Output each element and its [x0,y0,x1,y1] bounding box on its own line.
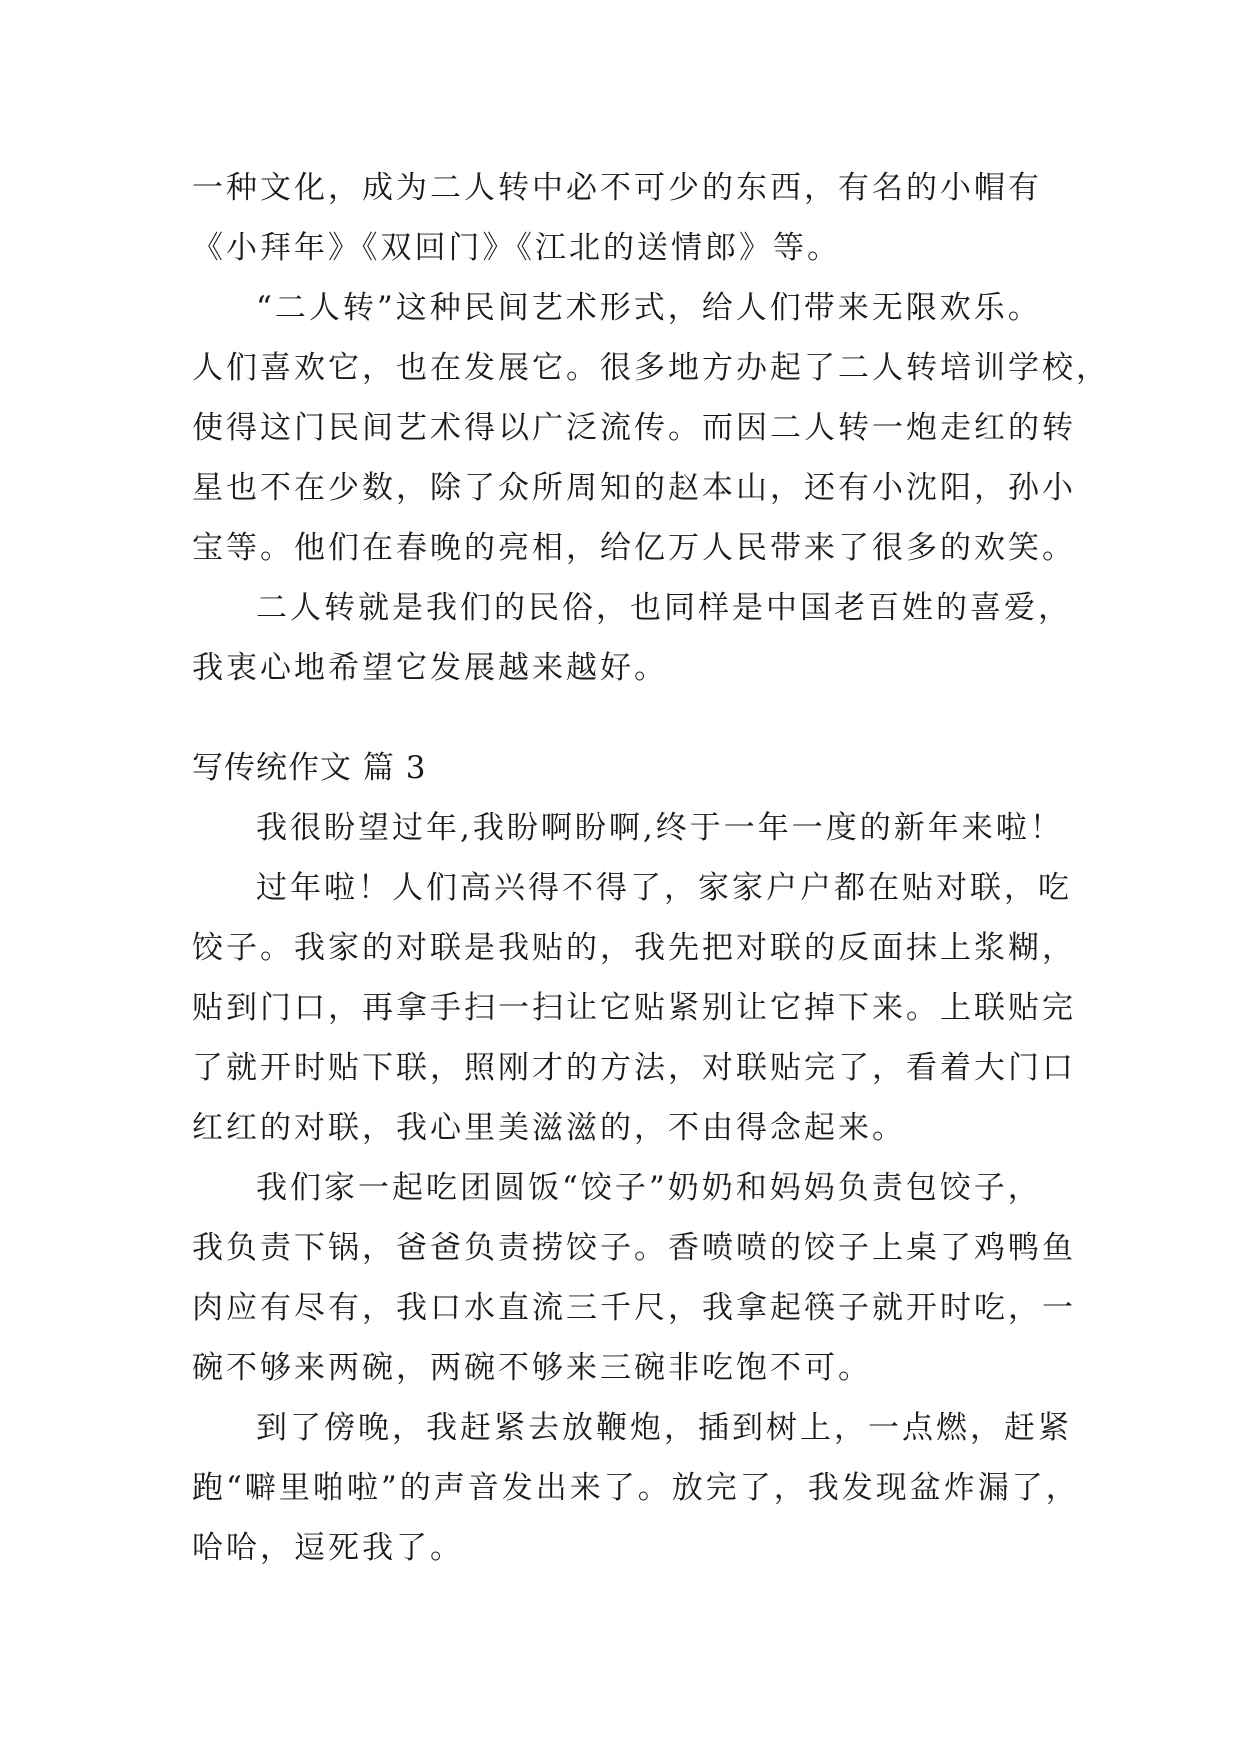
text-line: 人们喜欢它，也在发展它。很多地方办起了二人转培训学校， [192,350,1110,386]
paragraph-start: 过年啦！人们高兴得不得了，家家户户都在贴对联，吃 [256,870,1072,906]
text-line: 哈哈，逗死我了。 [192,1530,464,1566]
paragraph-start: 我们家一起吃团圆饭“饺子”奶奶和妈妈负责包饺子， [256,1170,1042,1206]
text-line: 宝等。他们在春晚的亮相，给亿万人民带来了很多的欢笑。 [192,530,1076,566]
text-line: 《小拜年》《双回门》《江北的送情郎》等。 [192,230,841,266]
text-line: 碗不够来两碗，两碗不够来三碗非吃饱不可。 [192,1350,872,1386]
paragraph-start: 我很盼望过年,我盼啊盼啊,终于一年一度的新年来啦！ [256,810,1064,846]
text-line: 使得这门民间艺术得以广泛流传。而因二人转一炮走红的转 [192,410,1076,446]
section-heading: 写传统作文 篇 3 [192,750,427,786]
text-line: 了就开时贴下联，照刚才的方法，对联贴完了，看着大门口 [192,1050,1076,1086]
text-line: 肉应有尽有，我口水直流三千尺，我拿起筷子就开时吃，一 [192,1290,1076,1326]
text-line: 贴到门口，再拿手扫一扫让它贴紧别让它掉下来。上联贴完 [192,990,1076,1026]
text-line: 我负责下锅，爸爸负责捞饺子。香喷喷的饺子上桌了鸡鸭鱼 [192,1230,1076,1266]
text-line: 饺子。我家的对联是我贴的，我先把对联的反面抹上浆糊， [192,930,1076,966]
text-line: 我衷心地希望它发展越来越好。 [192,650,668,686]
paragraph-start: 到了傍晚，我赶紧去放鞭炮，插到树上，一点燃，赶紧 [256,1410,1072,1446]
text-line: 星也不在少数，除了众所周知的赵本山，还有小沈阳，孙小 [192,470,1076,506]
text-line: 一种文化，成为二人转中必不可少的东西，有名的小帽有 [192,170,1042,206]
text-line: 跑“噼里啪啦”的声音发出来了。放完了，我发现盆炸漏了， [192,1470,1080,1506]
text-line: 红红的对联，我心里美滋滋的，不由得念起来。 [192,1110,906,1146]
paragraph-start: 二人转就是我们的民俗，也同样是中国老百姓的喜爱， [256,590,1072,626]
paragraph-start: “二人转”这种民间艺术形式，给人们带来无限欢乐。 [256,290,1042,326]
